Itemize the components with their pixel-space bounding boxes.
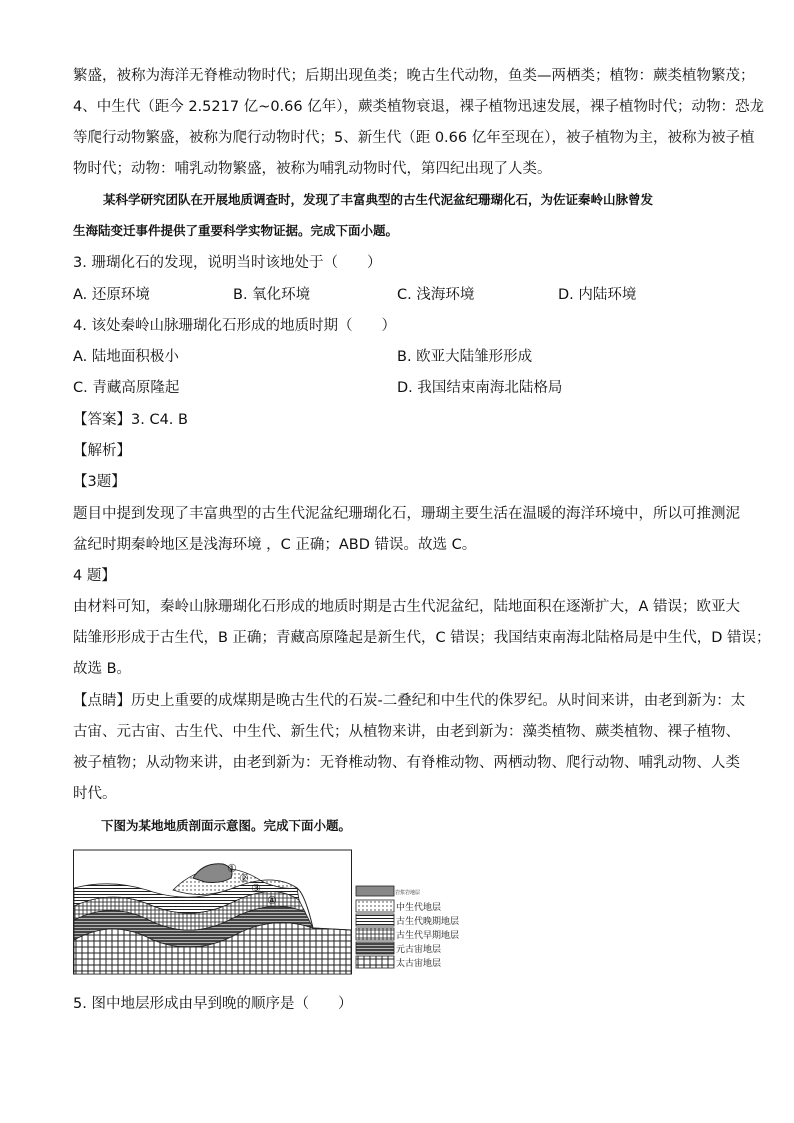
- material-line-1: 某科学研究团队在开展地质调查时，发现了丰富典型的古生代泥盆纪珊瑚化石，为佐证秦岭山脉曾发: [103, 192, 654, 207]
- q3-option-b: B. 氧化环境: [233, 287, 311, 303]
- tips-line-1: 【点睛】历史上重要的成煤期是晚古生代的石炭-二叠纪和中生代的侏罗纪。从时间来讲，由老到新为：太: [73, 693, 746, 709]
- tips-line-4: 时代。: [73, 786, 117, 802]
- figure-intro: 下图为某地地质剖面示意图。完成下面小题。: [101, 818, 352, 833]
- analysis-label: 【解析】: [73, 443, 131, 459]
- material-line-2: 生海陆变迁事件提供了重要科学实物证据。完成下面小题。: [73, 223, 399, 238]
- q4-option-c: C. 青藏高原隆起: [73, 380, 180, 396]
- q4-option-b: B. 欧亚大陆雏形形成: [397, 349, 533, 365]
- q3-option-a: A. 还原环境: [73, 287, 150, 303]
- tips-line-2: 古宙、元古宙、古生代、中生代、新生代；从植物来讲，由老到新为：藻类植物、蕨类植物、裸子植物、: [73, 724, 740, 740]
- intro-line-4: 物时代；动物：哺乳动物繁盛，被称为哺乳动物时代，第四纪出现了人类。: [73, 161, 552, 177]
- legend-label-early-paleozoic: 古生代早期地层: [396, 931, 460, 941]
- marker-2: ②: [239, 872, 249, 885]
- q5-stem: 5. 图中地层形成由早到晚的顺序是（ ）: [73, 996, 353, 1012]
- intro-line-3: 等爬行动物繁盛，被称为爬行动物时代；5、新生代（距 0.66 亿年至现在），被子植物为主，被称为被子植: [73, 130, 755, 146]
- figure-legend: [356, 886, 459, 969]
- q4-option-d: D. 我国结束南海北陆格局: [397, 380, 563, 396]
- legend-swatch-magmatic: [356, 886, 394, 896]
- q4-option-a: A. 陆地面积极小: [73, 349, 179, 365]
- legend-swatch-proterozoic: [356, 942, 394, 954]
- legend-label-archean: 太古宙地层: [396, 959, 442, 969]
- legend-label-mesozoic: 中生代地层: [396, 903, 442, 913]
- q3-analysis-line-2: 盆纪时期秦岭地区是浅海环境 ，C 正确；ABD 错误。故选 C。: [73, 537, 477, 553]
- legend-swatch-early-paleozoic: [356, 928, 394, 940]
- legend-swatch-mesozoic: [356, 900, 394, 912]
- marker-4: ④: [267, 894, 277, 907]
- intro-line-1: 繁盛，被称为海洋无脊椎动物时代；后期出现鱼类；晚古生代动物，鱼类—两栖类；植物：蕨类植物繁茂；: [73, 68, 755, 84]
- legend-swatch-late-paleozoic: [356, 914, 394, 926]
- answer-line: 【答案】3. C4. B: [73, 412, 188, 428]
- q4-analysis-line-3: 故选 B。: [73, 661, 132, 677]
- q3-stem: 3. 珊瑚化石的发现，说明当时该地处于（ ）: [73, 255, 382, 271]
- q3-option-c: C. 浅海环境: [397, 287, 475, 303]
- legend-swatch-archean: [356, 956, 394, 968]
- q4-analysis-line-1: 由材料可知，秦岭山脉珊瑚化石形成的地质时期是古生代泥盆纪，陆地面积在逐渐扩大，A 错误；欧亚大: [73, 599, 741, 615]
- legend-label-magmatic: 岩浆岩地层: [395, 890, 421, 896]
- q3-option-d: D. 内陆环境: [558, 287, 637, 303]
- tips-line-3: 被子植物；从动物来讲，由老到新为：无脊椎动物、有脊椎动物、两栖动物、爬行动物、哺乳动物、人类: [73, 755, 740, 771]
- geologic-section-figure: [73, 848, 473, 976]
- intro-line-2: 4、中生代（距今 2.5217 亿~0.66 亿年），蕨类植物衰退，裸子植物迅速发展，裸子植物时代；动物：恐龙: [73, 99, 764, 115]
- marker-1: ①: [227, 862, 237, 875]
- legend-label-late-paleozoic: 古生代晚期地层: [396, 917, 460, 927]
- q4-analysis-line-2: 陆雏形形成于古生代，B 正确；青藏高原隆起是新生代，C 错误；我国结束南海北陆格局是中生代，D 错误；: [73, 630, 771, 646]
- q4-analysis-label: 4 题】: [73, 568, 116, 584]
- q3-analysis-label: 【3题】: [73, 474, 126, 490]
- legend-label-proterozoic: 元古宙地层: [396, 945, 442, 955]
- marker-3: ③: [251, 882, 261, 895]
- q3-analysis-line-1: 题目中提到发现了丰富典型的古生代泥盆纪珊瑚化石，珊瑚主要生活在温暖的海洋环境中，所以可推测泥: [73, 506, 740, 522]
- q4-stem: 4. 该处秦岭山脉珊瑚化石形成的地质时期（ ）: [73, 318, 396, 334]
